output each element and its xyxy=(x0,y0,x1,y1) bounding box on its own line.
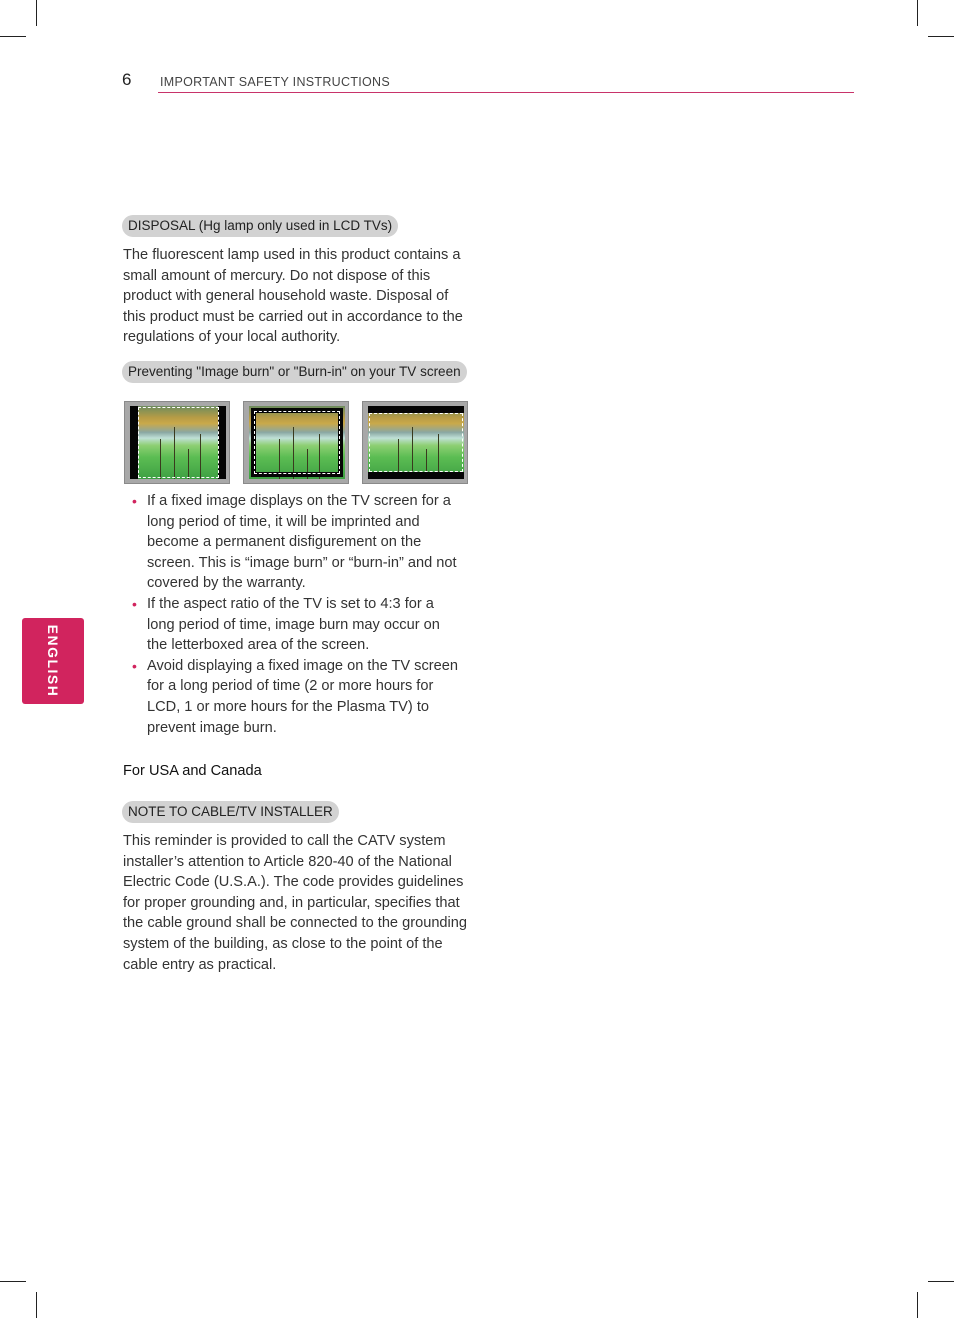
crop-mark xyxy=(36,1292,37,1318)
running-title: IMPORTANT SAFETY INSTRUCTIONS xyxy=(160,75,391,89)
cable-installer-heading: NOTE TO CABLE/TV INSTALLER xyxy=(122,801,339,823)
bullet-icon: • xyxy=(132,493,137,509)
list-item: • If a fixed image displays on the TV screen for a long period of time, it will be imprinted and become a permanent disfigurement on the screen. This is “image burn” or “burn-in” and not covered by the warranty. xyxy=(132,493,457,592)
crop-mark xyxy=(0,36,26,37)
cable-installer-paragraph: This reminder is provided to call the CATV system installer’s attention to Article 820-40 of the National Electric Code (U.S.A.). The code provides guidelines for proper grounding and, in particular, specifies that the cable ground shall be connected to the grounding system of the building, as close to the point of the cable entry as practical. xyxy=(123,833,468,973)
image-burn-illustration-pillarbox xyxy=(124,401,230,484)
disposal-paragraph: The fluorescent lamp used in this product contains a small amount of mercury. Do not dispose of this product with general household waste. Disposal of this product must be carried out in accordance to the regulations of your local authority. xyxy=(123,247,463,346)
crop-mark xyxy=(0,1281,26,1282)
language-side-tab xyxy=(22,618,84,704)
language-side-tab-label: ENGLISH xyxy=(45,624,61,698)
image-burn-bullet-list xyxy=(132,491,462,738)
bullet-icon: • xyxy=(132,595,137,612)
crop-mark xyxy=(36,0,37,26)
crop-mark xyxy=(917,1292,918,1318)
list-item: • Avoid displaying a fixed image on the TV screen for a long period of time (2 or more hours for LCD, 1 or more hours for the Plasma TV) to prevent image burn. xyxy=(132,657,458,736)
crop-mark xyxy=(928,36,954,37)
page-number: 6 xyxy=(122,70,132,89)
bullet-icon: • xyxy=(132,657,137,674)
image-burn-illustration-letterbox xyxy=(362,401,468,484)
crop-mark xyxy=(917,0,918,26)
disposal-heading: DISPOSAL (Hg lamp only used in LCD TVs) xyxy=(122,215,398,237)
image-burn-illustration-frame xyxy=(243,401,349,484)
crop-mark xyxy=(928,1281,954,1282)
region-heading: For USA and Canada xyxy=(123,763,262,779)
header-rule xyxy=(158,92,854,93)
image-burn-heading: Preventing "Image burn" or "Burn-in" on your TV screen xyxy=(122,361,467,383)
list-item: • If the aspect ratio of the TV is set to 4:3 for a long period of time, image burn may occur on the letterboxed area of the screen. xyxy=(132,595,440,654)
